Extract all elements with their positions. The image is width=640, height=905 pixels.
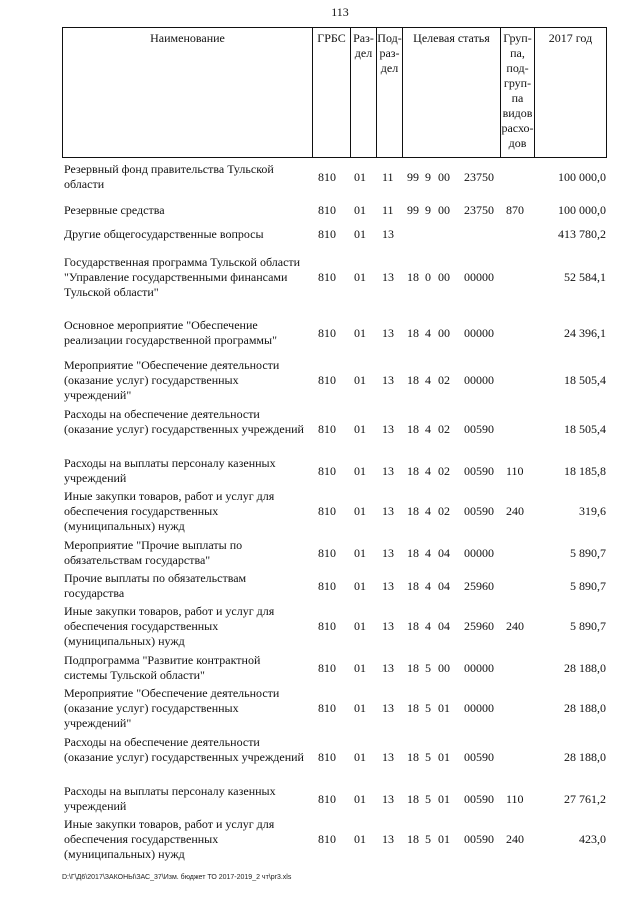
row-target-program: 18 [407, 373, 419, 387]
row-grbs: 810 [318, 619, 336, 633]
row-target-program: 18 [407, 579, 419, 593]
row-podrazdel: 13 [382, 579, 394, 593]
row-podrazdel: 13 [382, 373, 394, 387]
row-target-subprogram: 5 [425, 701, 431, 715]
row-grbs: 810 [318, 504, 336, 518]
row-target-program: 18 [407, 326, 419, 340]
row-target-subprogram: 9 [425, 203, 431, 217]
row-amount-2017: 52 584,1 [564, 270, 606, 284]
row-target-subprogram: 4 [425, 326, 431, 340]
row-target-direction: 00000 [464, 373, 494, 387]
row-amount-2017: 5 890,7 [570, 546, 606, 560]
file-path-footer: D:\Г\Д6\2017\ЗАКОНЫ\ЗАС_37\Изм. бюджет ТО 2017-2019_2 чт\pr3.xls [62, 874, 292, 881]
row-grbs: 810 [318, 170, 336, 184]
row-target-event: 01 [438, 701, 450, 715]
header-target-article: Целевая статья [413, 31, 490, 45]
row-target-direction: 00590 [464, 792, 494, 806]
row-name: Иные закупки товаров, работ и услуг для обеспечения государственных (муниципальных) нужд [64, 604, 275, 648]
row-target-program: 18 [407, 422, 419, 436]
row-razdel: 01 [354, 750, 366, 764]
row-grbs: 810 [318, 203, 336, 217]
row-target-subprogram: 4 [425, 422, 431, 436]
row-podrazdel: 11 [382, 170, 394, 184]
header-divider [62, 27, 63, 158]
row-expense-group: 240 [506, 504, 524, 518]
row-target-program: 18 [407, 701, 419, 715]
row-target-event: 02 [438, 464, 450, 478]
row-amount-2017: 5 890,7 [570, 579, 606, 593]
row-target-program: 18 [407, 792, 419, 806]
header-divider [312, 27, 313, 158]
row-target-event: 04 [438, 546, 450, 560]
row-podrazdel: 13 [382, 227, 394, 241]
header-divider [534, 27, 535, 158]
row-target-program: 18 [407, 270, 419, 284]
row-podrazdel: 13 [382, 750, 394, 764]
row-razdel: 01 [354, 792, 366, 806]
row-amount-2017: 5 890,7 [570, 619, 606, 633]
row-name: Подпрограмма "Развитие контрактной системы Тульской области" [64, 653, 261, 682]
row-name: Основное мероприятие "Обеспечение реализации государственной программы" [64, 318, 277, 347]
row-target-program: 18 [407, 832, 419, 846]
row-target-direction: 00000 [464, 270, 494, 284]
row-target-event: 00 [438, 326, 450, 340]
row-razdel: 01 [354, 170, 366, 184]
row-razdel: 01 [354, 373, 366, 387]
row-razdel: 01 [354, 546, 366, 560]
row-amount-2017: 28 188,0 [564, 661, 606, 675]
row-target-event: 04 [438, 619, 450, 633]
row-expense-group: 110 [506, 464, 524, 478]
row-grbs: 810 [318, 661, 336, 675]
row-name: Мероприятие "Прочие выплаты по обязательствам государства" [64, 538, 243, 567]
row-podrazdel: 13 [382, 832, 394, 846]
row-amount-2017: 413 780,2 [558, 227, 606, 241]
row-grbs: 810 [318, 227, 336, 241]
row-name: Расходы на выплаты персоналу казенных учреждений [64, 784, 276, 813]
row-expense-group: 870 [506, 203, 524, 217]
row-target-program: 99 [407, 170, 419, 184]
row-amount-2017: 100 000,0 [558, 203, 606, 217]
row-name: Мероприятие "Обеспечение деятельности (оказание услуг) государственных учреждений" [64, 686, 280, 730]
row-target-direction: 25960 [464, 619, 494, 633]
row-name: Другие общегосударственные вопросы [64, 227, 264, 241]
row-grbs: 810 [318, 422, 336, 436]
row-name: Расходы на выплаты персоналу казенных учреждений [64, 456, 276, 485]
row-amount-2017: 24 396,1 [564, 326, 606, 340]
row-target-direction: 00000 [464, 661, 494, 675]
row-target-event: 02 [438, 373, 450, 387]
header-grbs: ГРБС [317, 31, 346, 45]
row-target-direction: 00590 [464, 422, 494, 436]
row-podrazdel: 13 [382, 546, 394, 560]
row-name: Расходы на обеспечение деятельности (оказание услуг) государственных учреждений [64, 407, 304, 436]
row-amount-2017: 100 000,0 [558, 170, 606, 184]
header-top-rule [62, 27, 607, 28]
row-target-direction: 00590 [464, 750, 494, 764]
row-razdel: 01 [354, 326, 366, 340]
row-amount-2017: 18 505,4 [564, 422, 606, 436]
row-razdel: 01 [354, 661, 366, 675]
row-target-subprogram: 9 [425, 170, 431, 184]
row-name: Резервные средства [64, 203, 165, 217]
row-razdel: 01 [354, 464, 366, 478]
row-target-program: 18 [407, 464, 419, 478]
row-razdel: 01 [354, 203, 366, 217]
row-target-event: 01 [438, 792, 450, 806]
row-podrazdel: 13 [382, 464, 394, 478]
row-razdel: 01 [354, 579, 366, 593]
row-grbs: 810 [318, 832, 336, 846]
row-target-event: 00 [438, 203, 450, 217]
row-grbs: 810 [318, 270, 336, 284]
row-amount-2017: 319,6 [579, 504, 606, 518]
row-target-event: 01 [438, 832, 450, 846]
row-target-program: 18 [407, 750, 419, 764]
row-grbs: 810 [318, 750, 336, 764]
row-target-subprogram: 4 [425, 464, 431, 478]
row-target-event: 04 [438, 579, 450, 593]
row-target-program: 18 [407, 504, 419, 518]
row-target-direction: 00590 [464, 464, 494, 478]
row-amount-2017: 27 761,2 [564, 792, 606, 806]
row-grbs: 810 [318, 373, 336, 387]
row-target-event: 01 [438, 750, 450, 764]
row-amount-2017: 28 188,0 [564, 750, 606, 764]
row-grbs: 810 [318, 579, 336, 593]
row-target-subprogram: 5 [425, 661, 431, 675]
row-podrazdel: 13 [382, 701, 394, 715]
row-razdel: 01 [354, 619, 366, 633]
header-razdel: Раз- дел [353, 31, 374, 60]
row-expense-group: 110 [506, 792, 524, 806]
row-target-program: 18 [407, 619, 419, 633]
row-target-direction: 23750 [464, 170, 494, 184]
row-amount-2017: 28 188,0 [564, 701, 606, 715]
row-target-subprogram: 5 [425, 832, 431, 846]
row-target-subprogram: 4 [425, 373, 431, 387]
row-expense-group: 240 [506, 619, 524, 633]
row-target-program: 99 [407, 203, 419, 217]
row-podrazdel: 13 [382, 422, 394, 436]
row-target-direction: 00000 [464, 326, 494, 340]
row-name: Государственная программа Тульской области "Управление государственными финансами Тульской области" [64, 255, 301, 299]
header-divider [606, 27, 607, 158]
row-target-subprogram: 4 [425, 546, 431, 560]
row-target-direction: 00000 [464, 546, 494, 560]
row-podrazdel: 13 [382, 270, 394, 284]
row-target-direction: 23750 [464, 203, 494, 217]
header-divider [402, 27, 403, 158]
row-target-subprogram: 0 [425, 270, 431, 284]
row-amount-2017: 423,0 [579, 832, 606, 846]
row-target-subprogram: 4 [425, 504, 431, 518]
row-podrazdel: 11 [382, 203, 394, 217]
row-target-subprogram: 5 [425, 750, 431, 764]
row-target-program: 18 [407, 661, 419, 675]
row-target-event: 00 [438, 661, 450, 675]
row-target-direction: 00000 [464, 701, 494, 715]
row-grbs: 810 [318, 326, 336, 340]
row-grbs: 810 [318, 464, 336, 478]
row-name: Расходы на обеспечение деятельности (оказание услуг) государственных учреждений [64, 735, 304, 764]
row-razdel: 01 [354, 832, 366, 846]
row-target-program: 18 [407, 546, 419, 560]
row-podrazdel: 13 [382, 619, 394, 633]
row-razdel: 01 [354, 422, 366, 436]
header-bottom-rule [62, 157, 607, 158]
row-target-direction: 25960 [464, 579, 494, 593]
row-podrazdel: 13 [382, 792, 394, 806]
row-name: Мероприятие "Обеспечение деятельности (оказание услуг) государственных учреждений" [64, 358, 280, 402]
header-podrazdel: Под- раз- дел [377, 31, 402, 75]
row-target-subprogram: 4 [425, 619, 431, 633]
row-podrazdel: 13 [382, 504, 394, 518]
row-target-event: 02 [438, 504, 450, 518]
row-name: Иные закупки товаров, работ и услуг для обеспечения государственных (муниципальных) нужд [64, 817, 275, 861]
row-grbs: 810 [318, 792, 336, 806]
header-name: Наименование [150, 31, 225, 45]
row-target-event: 00 [438, 170, 450, 184]
row-name: Иные закупки товаров, работ и услуг для обеспечения государственных (муниципальных) нужд [64, 489, 275, 533]
row-razdel: 01 [354, 701, 366, 715]
row-amount-2017: 18 185,8 [564, 464, 606, 478]
row-grbs: 810 [318, 546, 336, 560]
row-razdel: 01 [354, 270, 366, 284]
page-number: 113 [331, 5, 349, 19]
row-name: Резервный фонд правительства Тульской области [64, 162, 274, 191]
row-target-direction: 00590 [464, 504, 494, 518]
row-target-event: 00 [438, 270, 450, 284]
row-target-event: 02 [438, 422, 450, 436]
row-name: Прочие выплаты по обязательствам государства [64, 571, 247, 600]
row-target-subprogram: 4 [425, 579, 431, 593]
header-expense-group: Груп- па, под- груп- па видов расхо- дов [501, 31, 534, 150]
row-amount-2017: 18 505,4 [564, 373, 606, 387]
row-target-direction: 00590 [464, 832, 494, 846]
row-razdel: 01 [354, 227, 366, 241]
row-podrazdel: 13 [382, 661, 394, 675]
row-podrazdel: 13 [382, 326, 394, 340]
row-expense-group: 240 [506, 832, 524, 846]
row-grbs: 810 [318, 701, 336, 715]
row-target-subprogram: 5 [425, 792, 431, 806]
row-razdel: 01 [354, 504, 366, 518]
header-year: 2017 год [548, 31, 593, 45]
